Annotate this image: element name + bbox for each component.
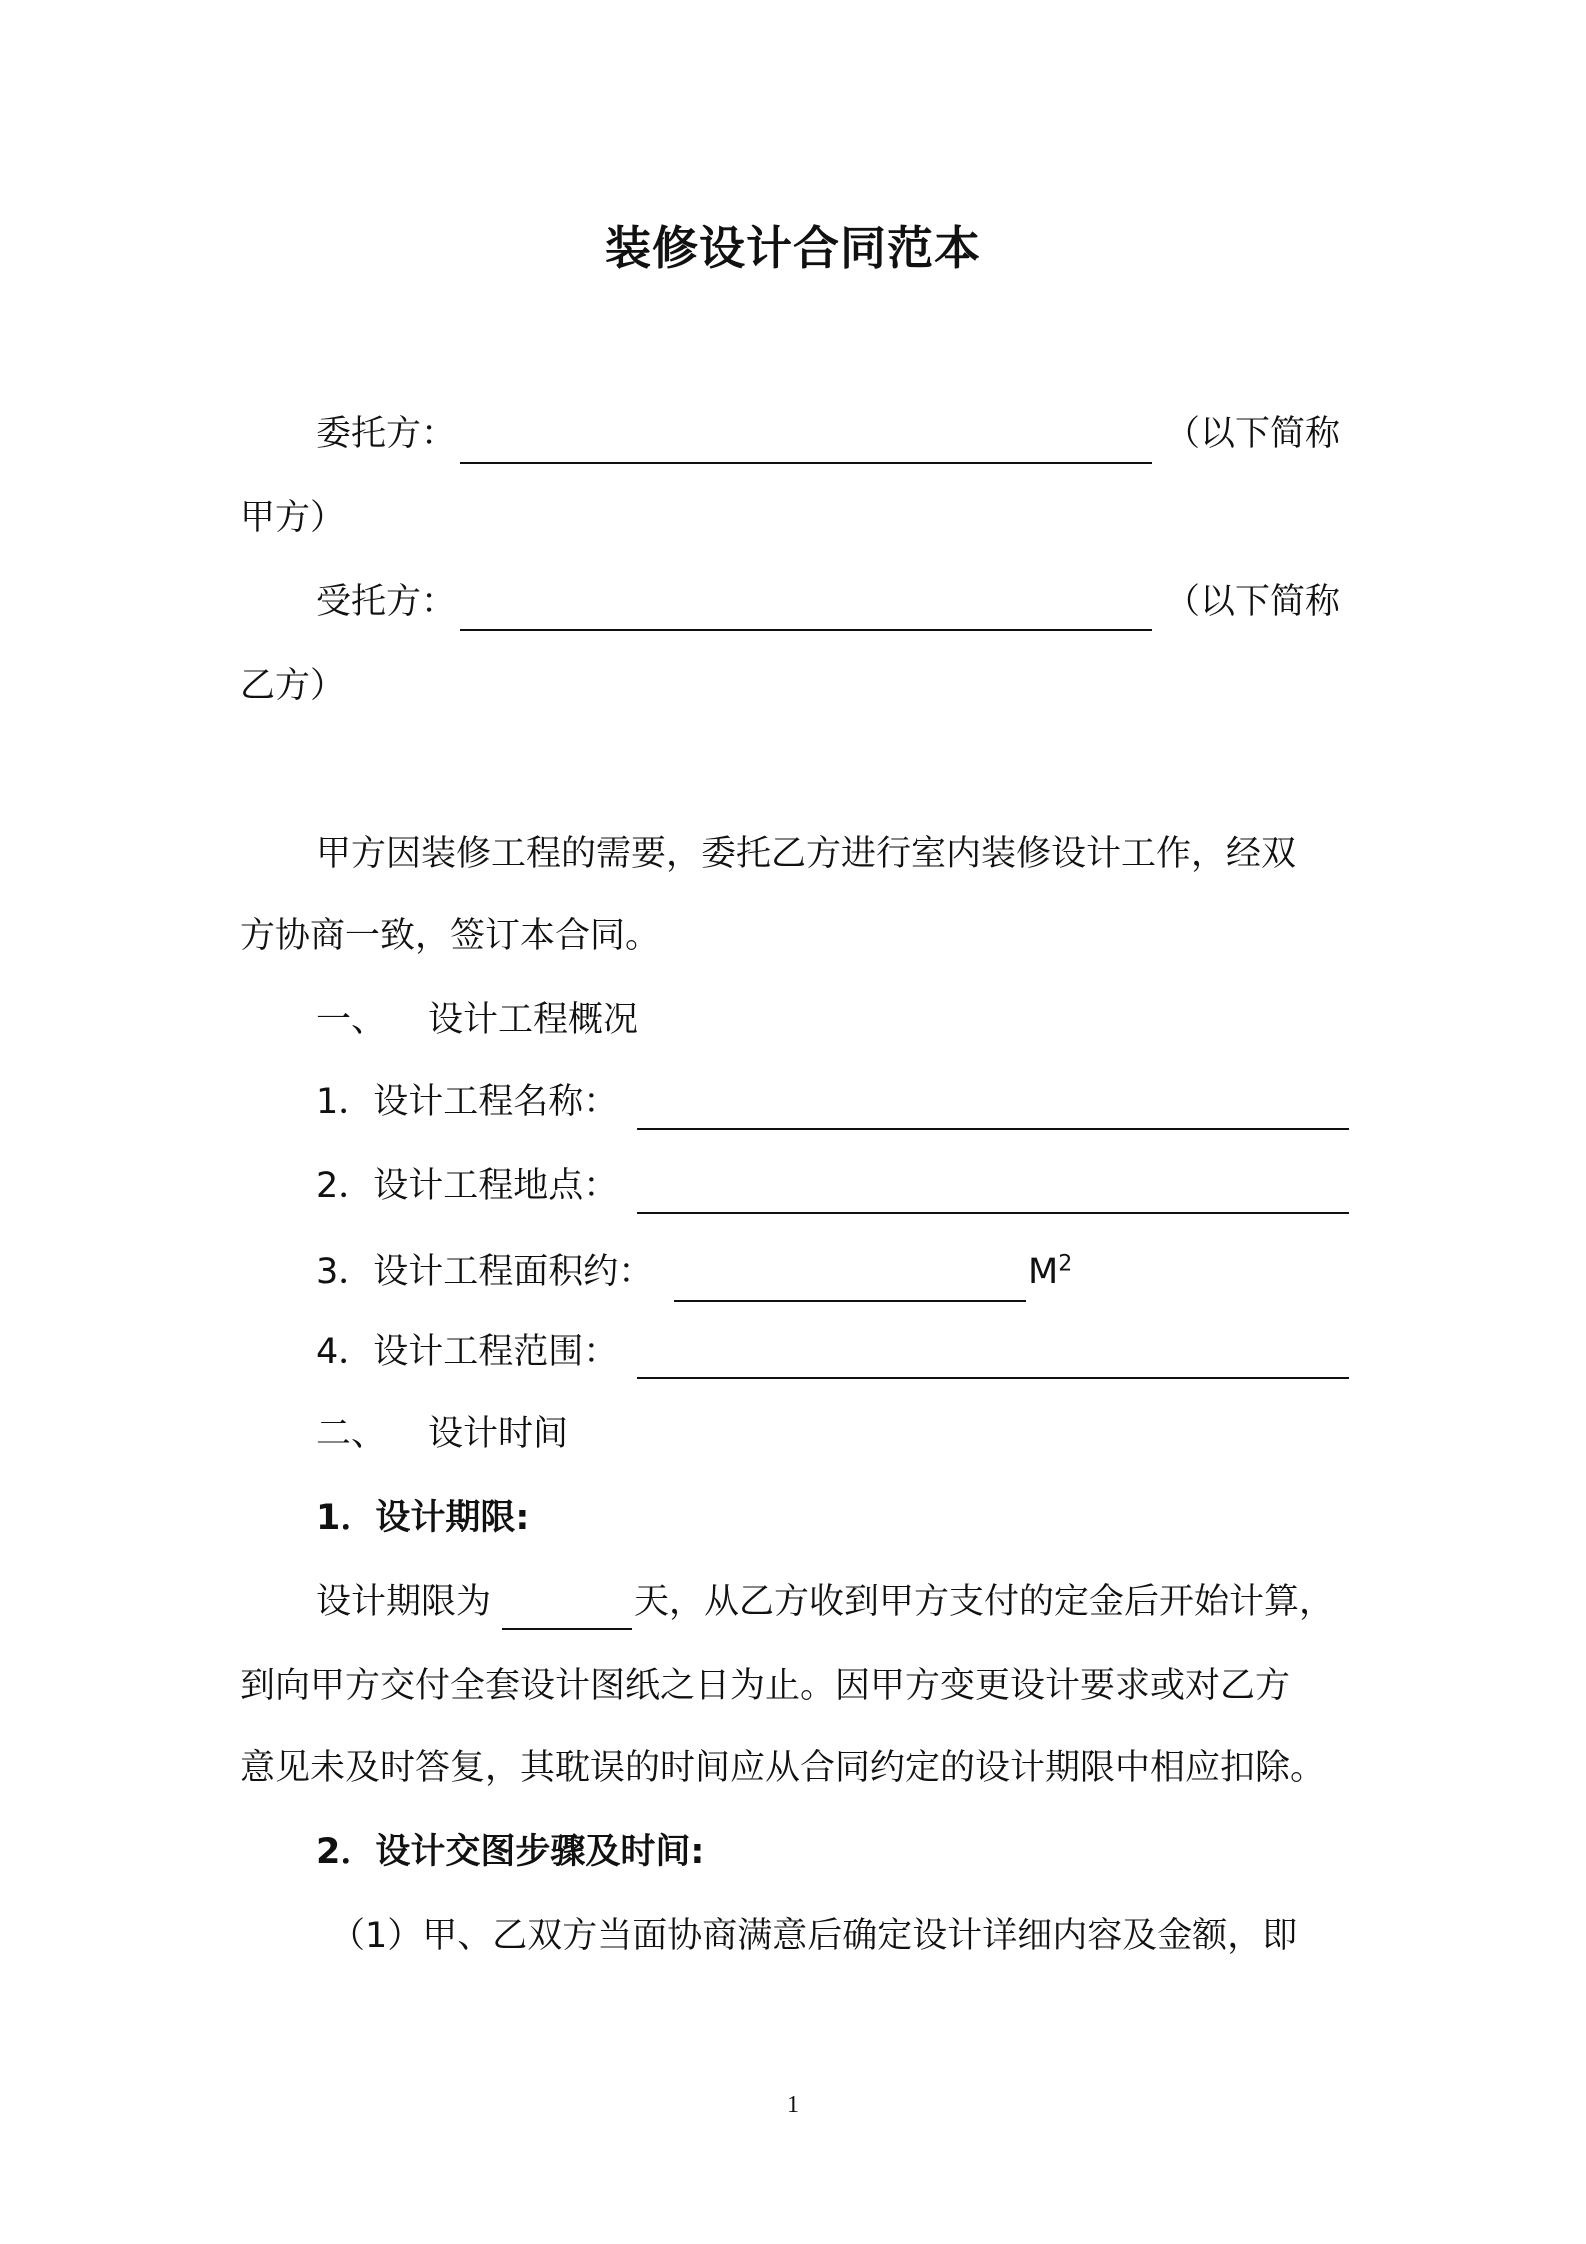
intro-line-1: 甲方因装修工程的需要，委托乙方进行室内装修设计工作，经双 xyxy=(316,834,1297,874)
item-3-unit-sup: 2 xyxy=(1058,1251,1073,1277)
item-3-unit: $M^2$ xyxy=(1028,1251,1073,1292)
period-prefix: 设计期限为 xyxy=(316,1582,492,1622)
period-days-blank[interactable] xyxy=(502,1628,632,1630)
item-2-label: 2．设计工程地点： xyxy=(316,1166,619,1206)
period-line-2: 到向甲方交付全套设计图纸之日为止。因甲方变更设计要求或对乙方 xyxy=(240,1666,1291,1706)
period-line-3: 意见未及时答复，其耽误的时间应从合同约定的设计期限中相应扣除。 xyxy=(240,1748,1326,1788)
party-a-suffix: （以下简称 xyxy=(1165,414,1341,454)
section-1-title: 设计工程概况 xyxy=(428,1000,639,1040)
party-a-label: 委托方： xyxy=(316,414,457,454)
party-b-suffix: （以下简称 xyxy=(1165,582,1341,622)
item-4-label: 4．设计工程范围： xyxy=(316,1332,619,1372)
section-1-number: 一、 xyxy=(316,1000,387,1040)
item-1-label: 1．设计工程名称： xyxy=(316,1082,619,1122)
section-2-number: 二、 xyxy=(316,1414,387,1454)
party-b-short: 乙方） xyxy=(240,666,346,706)
subsection-1-title: 1．设计期限: xyxy=(316,1498,530,1538)
item-1-blank[interactable] xyxy=(637,1128,1349,1130)
section-2-title: 设计时间 xyxy=(428,1414,569,1454)
document-title: 装修设计合同范本 xyxy=(605,221,981,275)
subsection-2-title: 2．设计交图步骤及时间: xyxy=(316,1832,705,1872)
intro-line-2: 方协商一致，签订本合同。 xyxy=(240,916,661,956)
item-3-label: 3．设计工程面积约： xyxy=(316,1252,654,1292)
party-b-label: 受托方： xyxy=(316,582,457,622)
party-a-short: 甲方） xyxy=(240,498,346,538)
item-2-blank[interactable] xyxy=(637,1212,1349,1214)
item-4-blank[interactable] xyxy=(637,1377,1349,1379)
item-3-blank[interactable] xyxy=(674,1300,1026,1302)
party-a-blank[interactable] xyxy=(460,462,1152,464)
period-suffix: 天，从乙方收到甲方支付的定金后开始计算， xyxy=(634,1582,1335,1622)
page-number: 1 xyxy=(787,2092,799,2118)
party-b-blank[interactable] xyxy=(460,629,1152,631)
step-1: （1）甲、乙双方当面协商满意后确定设计详细内容及金额，即 xyxy=(330,1916,1298,1956)
